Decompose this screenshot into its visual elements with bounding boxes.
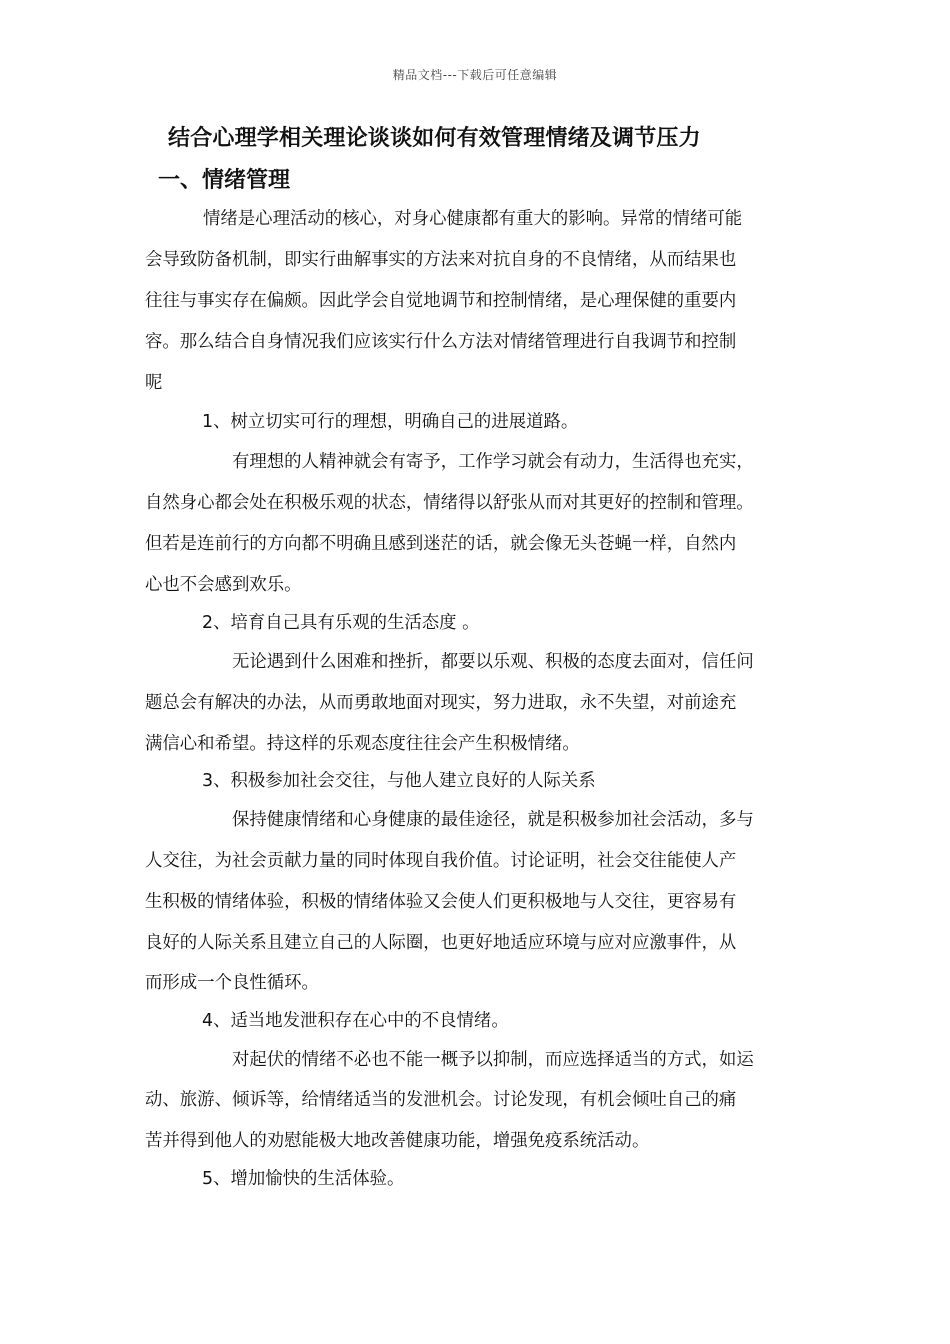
intro-paragraph-line: 情绪是心理活动的核心，对身心健康都有重大的影响。异常的情绪可能 [203,209,743,229]
item-body-line: 无论遇到什么困难和挫折，都要以乐观、积极的态度去面对，信任问 [232,652,754,672]
item-body-line: 人交往，为社会贡献力量的同时体现自我价值。讨论证明，社会交往能使人产 [145,851,737,871]
item-body-line: 但若是连前行的方向都不明确且感到迷茫的话，就会像无头苍蝇一样，自然内 [145,534,737,554]
item-body-line: 动、旅游、倾诉等，给情绪适当的发泄机会。讨论发现，有机会倾吐自己的痛 [145,1090,737,1110]
item-heading: 5、增加愉快的生活体验。 [202,1169,405,1189]
intro-paragraph-line: 往往与事实存在偏颇。因此学会自觉地调节和控制情绪，是心理保健的重要内 [145,291,737,311]
item-body-line: 苦并得到他人的劝慰能极大地改善健康功能，增强免疫系统活动。 [145,1131,650,1151]
item-body-line: 满信心和希望。持这样的乐观态度往往会产生积极情绪。 [145,734,580,754]
item-body-line: 有理想的人精神就会有寄予，工作学习就会有动力，生活得也充实， [232,452,754,472]
item-heading: 3、积极参加社会交往，与他人建立良好的人际关系 [202,771,596,791]
document-title: 结合心理学相关理论谈谈如何有效管理情绪及调节压力 [168,126,701,151]
item-body-line: 心也不会感到欢乐。 [145,575,302,595]
item-body-line: 生积极的情绪体验，积极的情绪体验又会使人们更积极地与人交往，更容易有 [145,892,737,912]
item-body-line: 题总会有解决的办法，从而勇敢地面对现实，努力进取，永不失望，对前途充 [145,693,737,713]
item-body-line: 保持健康情绪和心身健康的最佳途径，就是积极参加社会活动，多与 [232,810,754,830]
item-body-line: 而形成一个良性循环。 [145,973,319,993]
item-body-line: 自然身心都会处在积极乐观的状态，情绪得以舒张从而对其更好的控制和管理。 [145,493,754,513]
item-heading: 4、适当地发泄积存在心中的不良情绪。 [202,1011,509,1031]
intro-paragraph-line: 容。那么结合自身情况我们应该实行什么方法对情绪管理进行自我调节和控制 [145,332,737,352]
item-body-line: 对起伏的情绪不必也不能一概予以抑制，而应选择适当的方式，如运 [232,1050,754,1070]
item-heading: 1、树立切实可行的理想，明确自己的进展道路。 [202,412,579,432]
section-heading: 一、情绪管理 [158,168,291,193]
item-heading: 2、培育自己具有乐观的生活态度 。 [202,613,480,633]
intro-paragraph-line: 会导致防备机制，即实行曲解事实的方法来对抗自身的不良情绪，从而结果也 [145,250,737,270]
page-header: 精品文档---下载后可任意编辑 [392,68,558,82]
intro-paragraph-line: 呢 [145,373,163,393]
item-body-line: 良好的人际关系且建立自己的人际圈，也更好地适应环境与应对应激事件，从 [145,933,737,953]
